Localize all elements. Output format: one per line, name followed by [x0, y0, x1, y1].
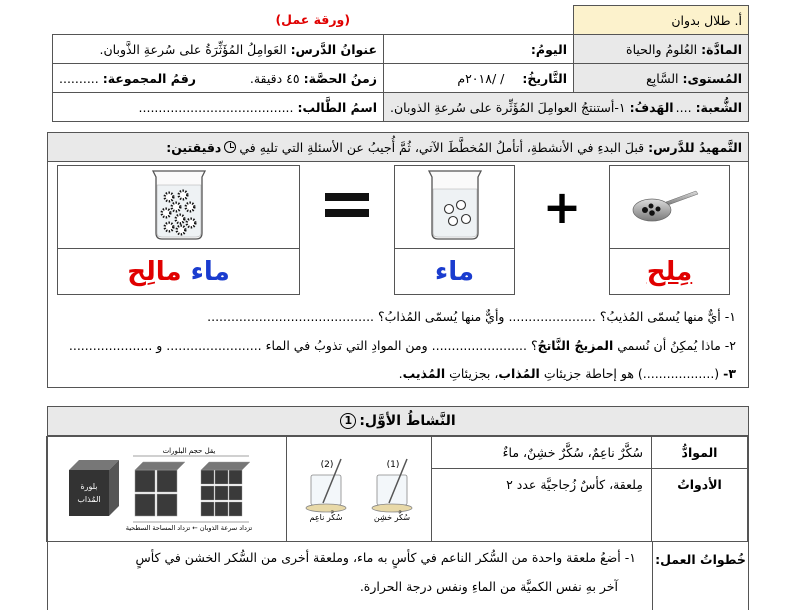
box-label-1: بلورة: [79, 481, 98, 491]
step-1: [135, 550, 636, 565]
cubes-image: [47, 437, 287, 542]
plus-spacer: [515, 249, 610, 295]
cubes-top-caption: يقل حجم البلورات: [162, 446, 215, 455]
step-1-continued: [360, 579, 618, 594]
activity-title: النَّشاطُ الأوَّل:: [359, 413, 456, 429]
cubes-bottom-caption: تزداد سرعة الذوبان ← تزداد المساحة السطحية: [125, 523, 252, 532]
time-value: ٤٥ دقيقة.: [249, 70, 300, 86]
tools-label: الأدواتُ: [652, 469, 748, 542]
split-cube-icon: [135, 462, 185, 516]
date-label: التَّاريخُ:: [522, 70, 567, 86]
subject-value: العُلومُ والحياة: [626, 41, 698, 57]
header-table: [52, 5, 749, 122]
question-2-bold: المزيجُ النَّاتجُ: [537, 338, 614, 353]
cup-1-number: (1): [386, 459, 400, 470]
salt-word: مِلح: [646, 256, 693, 287]
header-row-4: [53, 93, 749, 122]
goal-value: ١-أستنتجُ العوامِلَ المُؤَثِّرة على سُرعةِ الذوبان.: [390, 100, 626, 115]
materials-value: سُكَّرٌ ناعِمٌ، سُكَّرٌ خشِنٌ، ماءٌ: [432, 437, 652, 469]
crystal-cubes-illustration: [53, 444, 281, 532]
time-block: [250, 71, 377, 86]
student-label: اسمُ الطَّالب:: [297, 99, 377, 115]
level-cell: [574, 64, 749, 93]
worksheet-title: (ورقة عمل): [53, 6, 574, 35]
lesson-title-value: العَوامِلُ المُؤَثِّرَةُ على سُرعةِ الذَّوبان.: [99, 41, 287, 57]
time-label: زمنُ الحصَّة:: [303, 70, 377, 86]
student-value: .......................................: [138, 99, 294, 115]
question-3: [399, 366, 736, 381]
tools-value: مِلعقة، كأسٌ زُجاجيَّة عدد ٢: [432, 469, 652, 542]
cup-1-icon: [372, 475, 412, 512]
saltwater-word-salty: مالِح: [127, 256, 182, 287]
water-image-cell: [395, 166, 515, 249]
group-label: رقمُ المجموعة:: [102, 71, 196, 86]
equals-sign: [321, 185, 373, 225]
step-1-text: أضعُ ملعقة واحدة من السُّكر الناعم في كأسٍ به ماء، وملعقة أخرى من السُّكر الخشن في كأسٍ: [135, 550, 621, 565]
lesson-title-label: عنوانُ الدَّرس:: [290, 41, 377, 57]
question-1-num: ١-: [724, 309, 736, 324]
sugar-cups-image: [287, 437, 432, 542]
salt-image-cell: [610, 166, 730, 249]
saltwater-word: [127, 257, 230, 287]
teacher-name: أ. طلال بدوان: [671, 12, 742, 28]
lesson-title-cell: [53, 35, 384, 64]
plus-cell: [515, 166, 610, 249]
header-row-2: [53, 35, 749, 64]
group-time-cell: [53, 64, 384, 93]
goal-label: الهَدفُ:: [629, 100, 674, 115]
header-row-1: [53, 6, 749, 35]
intro-header: [48, 133, 748, 162]
question-2: [69, 338, 736, 353]
question-3-text-a: (..................) هو إحاطة جزيئاتِ: [543, 366, 720, 381]
level-value: السَّابِع: [646, 70, 679, 86]
beaker-water-icon: [423, 167, 487, 243]
group-block: [59, 71, 196, 86]
question-2-text-a: ماذا يُمكِنُ أن نُسمي: [617, 338, 721, 353]
beaker-saltwater-icon: [147, 167, 211, 243]
steps-section: [46, 541, 748, 610]
question-3-bold-2: المُذيب: [402, 366, 446, 381]
saltwater-word-water: ماء: [190, 256, 230, 287]
step-1-cont-text: آخر بهِ نفس الكميَّة من الماءِ ونفس درجة الحرارة.: [359, 579, 618, 594]
step-1-num: ١-: [624, 550, 636, 565]
equation-diagram: [57, 165, 730, 295]
question-1: [207, 309, 736, 324]
materials-label: الموادُّ: [652, 437, 748, 469]
day-cell: [384, 35, 574, 64]
plus-sign: +: [542, 180, 582, 234]
intro-time: دقيقتين: [171, 139, 222, 155]
activity-number: 1: [340, 413, 356, 429]
equals-spacer: [300, 249, 395, 295]
day-label: اليومُ:: [530, 41, 567, 57]
date-cell: [384, 64, 574, 93]
saltwater-image-cell: [58, 166, 300, 249]
question-3-text-c: .: [398, 366, 403, 381]
equation-labels-row: [58, 249, 730, 295]
intro-label: التَّمهيدُ للدَّرس:: [648, 139, 742, 155]
salt-label-cell: [610, 249, 730, 295]
cup-2-caption: سُكَّر ناعِم: [309, 512, 343, 522]
small-cubes-icon: [201, 462, 250, 516]
equation-images-row: [58, 166, 730, 249]
cup-2-icon: [306, 475, 346, 512]
section-block: [676, 100, 742, 115]
subject-cell: [574, 35, 749, 64]
question-2-num: ٢-: [724, 338, 736, 353]
box-label-2: المُذاب: [76, 494, 101, 504]
water-word: ماء: [434, 256, 475, 287]
date-value: / /٢٠١٨م: [457, 70, 505, 86]
subject-label: المادَّة:: [701, 41, 742, 57]
equals-cell: [300, 166, 395, 249]
water-label-cell: [395, 249, 515, 295]
header-row-3: [53, 64, 749, 93]
intro-instruction: قبلَ البدءِ في الأنشطةِ، أتأملُ المُخطَّطَ الآتي، ثُمَّ أُجيبُ عن الأسئلةِ التي تليهِ في: [239, 139, 645, 155]
question-2-text-b: ؟ ........................ ومن الموادِ التي تذوبُ في الماء ........................ و .....................: [68, 338, 538, 353]
clock-icon: [224, 141, 236, 153]
question-1-text: أيٌّ منها يُسمّى المُذيبُ؟ ...................... وأيٌّ منها يُسمّى المُذابُ؟ ..........................................: [207, 309, 721, 324]
cup-2-number: (2): [320, 459, 334, 470]
activity-header: [48, 407, 748, 436]
level-label: المُستوى:: [682, 70, 742, 86]
goal-cell: [384, 93, 749, 122]
intro-section: [47, 132, 749, 388]
question-3-num: ٣-: [723, 366, 736, 381]
group-value: ..........: [59, 71, 99, 86]
activity-section: [47, 406, 749, 610]
student-cell: [53, 93, 384, 122]
materials-row: [47, 437, 748, 469]
question-3-bold-1: المُذاب: [498, 366, 540, 381]
activity-table: [46, 436, 748, 542]
goal-block: [390, 100, 674, 115]
intro-colon: :: [166, 139, 172, 155]
steps-label: خُطواتُ العمل:: [652, 542, 748, 610]
sugar-cups-illustration: [289, 453, 429, 523]
spoon-icon: [628, 185, 712, 225]
cup-1-caption: سُكَّر خشِن: [373, 512, 411, 522]
section-value: ....: [675, 99, 692, 115]
big-cube-icon: [69, 460, 119, 516]
question-3-text-b: ، بجزيئاتِ: [449, 366, 499, 381]
section-label: الشُّعبة:: [695, 99, 742, 115]
teacher-cell: [574, 6, 749, 35]
saltwater-label-cell: [58, 249, 300, 295]
